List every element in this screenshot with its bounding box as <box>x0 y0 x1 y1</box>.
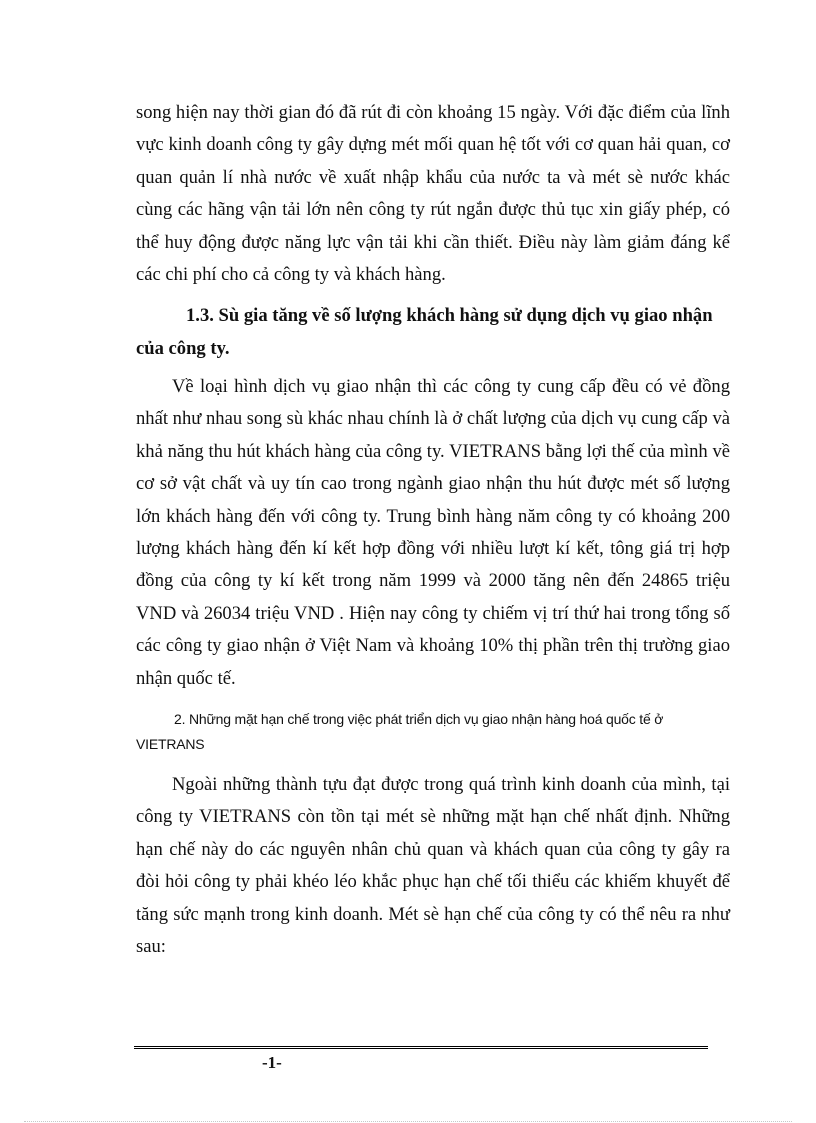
page-number: -1- <box>262 1053 282 1072</box>
body-paragraph-limitations: Ngoài những thành tựu đạt được trong quá trình kinh doanh của mình, tại công ty VIETRANS còn tồn tại mét sè những mặt hạn chế nhất định. Những hạn chế này do các nguyên nhân chủ quan và khách quan của công ty gây ra đòi hỏi công ty phải khéo léo khắc phục hạn chế tối thiểu các khiếm khuyết để tăng sức mạnh trong kinh doanh. Mét sè hạn chế của công ty có thể nêu ra như sau: <box>136 774 730 958</box>
body-paragraph-customers: Về loại hình dịch vụ giao nhận thì các công ty cung cấp đều có vẻ đồng nhất như nhau song sù khác nhau chính là ở chất lượng của dịch vụ cung cấp và khả năng thu hút khách hàng của công ty. VIETRANS bằng lợi thế của mình về cơ sở vật chất và uy tín cao trong ngành giao nhận thu hút được mét số lượng lớn khách hàng đến với công ty. Trung bình hàng năm công ty có khoảng 200 lượng khách hàng đến kí kết hợp đồng với nhiều lượt kí kết, tông giá trị hợp đồng của công ty kí kết trong năm 1999 và 2000 tăng nên đến 24865 triệu VND và 26034 triệu VND . Hiện nay công ty chiếm vị trí thứ hai trong tổng số các công ty giao nhận ở Việt Nam và khoảng 10% thị phần trên thị trường giao nhận quốc tế. <box>136 376 730 689</box>
section-heading-2: 2. Những mặt hạn chế trong việc phát triển dịch vụ giao nhận hàng hoá quốc tế ở VIETRANS <box>136 711 664 752</box>
body-paragraph-continuation: song hiện nay thời gian đó đã rút đi còn khoảng 15 ngày. Với đặc điểm của lĩnh vực kinh doanh công ty gây dựng mét mối quan hệ tốt với cơ quan hải quan, cơ quan quản lí nhà nước về xuất nhập khẩu của nước ta và mét sè nước khác cùng các hãng vận tải lớn nên công ty rút ngắn được thủ tục xin giấy phép, có thể huy động được năng lực vận tải khi cần thiết. Điều này làm giảm đáng kể các chi phí cho cả công ty và khách hàng. <box>136 102 730 286</box>
footer-divider <box>134 1046 708 1049</box>
page-boundary <box>24 1121 792 1122</box>
section-heading-1-3: 1.3. Sù gia tăng về số lượng khách hàng sử dụng dịch vụ giao nhận của công ty. <box>136 305 713 359</box>
